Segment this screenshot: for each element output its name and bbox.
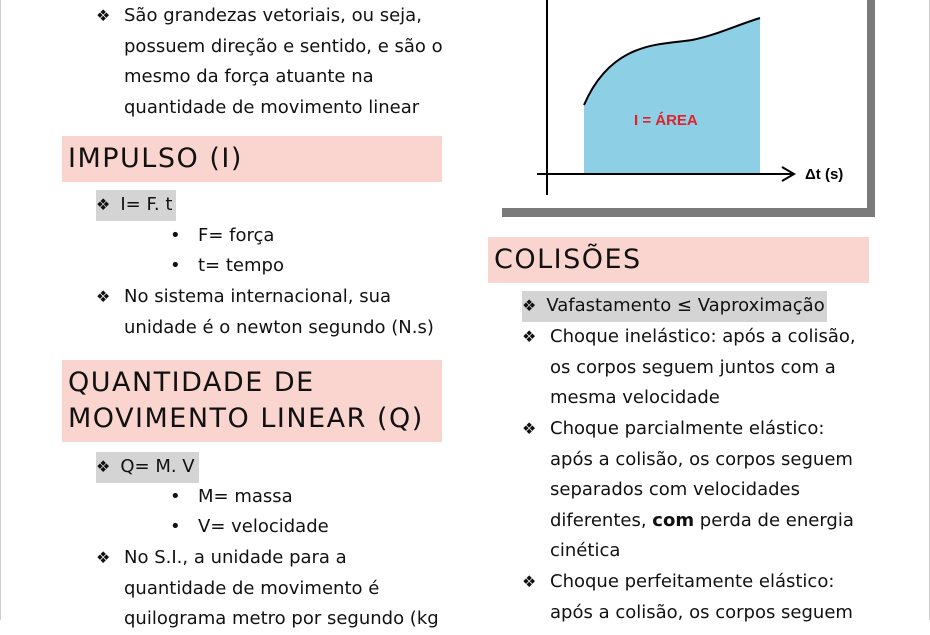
impulse-area-chart bbox=[502, 0, 873, 217]
intro-line-3: mesmo da força atuante na bbox=[124, 66, 374, 87]
impulso-var-force-text: F= força bbox=[198, 225, 275, 246]
quantidade-si-line-3: quilograma metro por segundo (kg bbox=[124, 608, 439, 629]
quantidade-formula: Q= M. V bbox=[120, 456, 195, 477]
dot-bullet-icon: • bbox=[170, 516, 181, 537]
colisoes-condition-highlight bbox=[522, 291, 827, 322]
page-edge-left bbox=[0, 0, 1, 620]
quantidade-si-line-1: No S.I., a unidade para a bbox=[124, 547, 347, 568]
impulso-formula: I= F. t bbox=[120, 194, 173, 215]
intro-line-1: São grandezas vetoriais, ou seja, bbox=[124, 5, 422, 26]
partial-line-4-end: perda de energia bbox=[694, 509, 854, 531]
quantidade-var-velocity-text: V= velocidade bbox=[198, 516, 329, 537]
inelastic-line-1: Choque inelástico: após a colisão, bbox=[550, 326, 856, 347]
quantidade-heading bbox=[62, 360, 442, 442]
colisoes-condition-bullet bbox=[522, 291, 827, 322]
inelastic-bullet bbox=[522, 322, 872, 414]
impulso-si-line-2: unidade é o newton segundo (N.s) bbox=[124, 316, 434, 338]
quantidade-formula-highlight bbox=[96, 452, 199, 483]
dot-bullet-icon: • bbox=[170, 225, 181, 246]
partial-line-2: após a colisão, os corpos seguem bbox=[550, 448, 853, 470]
diamond-bullet-icon: ❖ bbox=[96, 287, 111, 306]
impulse-area-svg bbox=[502, 0, 867, 208]
perfect-elastic-bullet bbox=[522, 567, 872, 628]
x-axis-label: Δt (s) bbox=[805, 166, 844, 183]
inelastic-line-2: os corpos seguem juntos com a bbox=[550, 356, 836, 378]
diamond-bullet-icon: ❖ bbox=[522, 572, 537, 591]
perfect-line-2: após a colisão, os corpos seguem bbox=[550, 601, 853, 623]
quantidade-si-line-2: quantidade de movimento é bbox=[124, 577, 380, 599]
colisoes-heading-text: COLISÕES bbox=[494, 244, 642, 275]
quantidade-var-velocity bbox=[170, 512, 329, 542]
perfect-line-1: Choque perfeitamente elástico: bbox=[550, 571, 835, 592]
intro-line-2: possuem direção e sentido, e são o bbox=[124, 35, 443, 57]
impulso-heading-text: IMPULSO (I) bbox=[68, 143, 243, 174]
area-label: I = ÁREA bbox=[634, 112, 698, 129]
dot-bullet-icon: • bbox=[170, 255, 181, 276]
quantidade-heading-line-1: QUANTIDADE DE bbox=[68, 367, 315, 398]
impulso-si-bullet bbox=[96, 282, 446, 343]
intro-bullet bbox=[96, 1, 446, 123]
partial-elastic-bullet bbox=[522, 414, 872, 567]
colisoes-condition: Vafastamento ≤ Vaproximação bbox=[546, 295, 825, 316]
partial-line-1: Choque parcialmente elástico: bbox=[550, 418, 825, 439]
quantidade-si-bullet bbox=[96, 543, 446, 635]
quantidade-var-mass-text: M= massa bbox=[198, 486, 293, 507]
impulso-si-line-1: No sistema internacional, sua bbox=[124, 286, 392, 307]
partial-line-3: separados com velocidades bbox=[550, 479, 801, 500]
impulso-heading bbox=[62, 136, 442, 182]
chart-frame-shadow-right bbox=[867, 0, 875, 216]
impulso-var-time bbox=[170, 251, 284, 281]
partial-line-4 bbox=[522, 506, 872, 537]
diamond-bullet-icon: ❖ bbox=[522, 327, 537, 346]
impulso-var-time-text: t= tempo bbox=[198, 255, 284, 276]
partial-line-4-start: diferentes, bbox=[550, 509, 653, 531]
inelastic-line-3: mesma velocidade bbox=[550, 387, 720, 408]
quantidade-var-mass bbox=[170, 482, 293, 512]
diamond-bullet-icon: ❖ bbox=[96, 548, 111, 567]
diamond-bullet-icon: ❖ bbox=[522, 419, 537, 438]
intro-line-4: quantidade de movimento linear bbox=[124, 96, 420, 118]
diamond-bullet-icon: ❖ bbox=[96, 6, 111, 25]
partial-line-5: cinética bbox=[550, 540, 621, 561]
quantidade-heading-line-2: MOVIMENTO LINEAR (Q) bbox=[68, 403, 424, 434]
diamond-bullet-icon: ❖ bbox=[96, 195, 111, 214]
quantidade-formula-bullet bbox=[96, 452, 199, 483]
chart-frame-shadow-bottom bbox=[502, 208, 875, 217]
colisoes-heading bbox=[488, 237, 869, 283]
diamond-bullet-icon: ❖ bbox=[522, 296, 537, 315]
diamond-bullet-icon: ❖ bbox=[96, 457, 111, 476]
partial-bold-word: com bbox=[652, 509, 695, 531]
dot-bullet-icon: • bbox=[170, 486, 181, 507]
impulso-var-force bbox=[170, 221, 274, 251]
impulso-formula-highlight bbox=[96, 190, 176, 221]
impulso-formula-bullet bbox=[96, 190, 176, 221]
